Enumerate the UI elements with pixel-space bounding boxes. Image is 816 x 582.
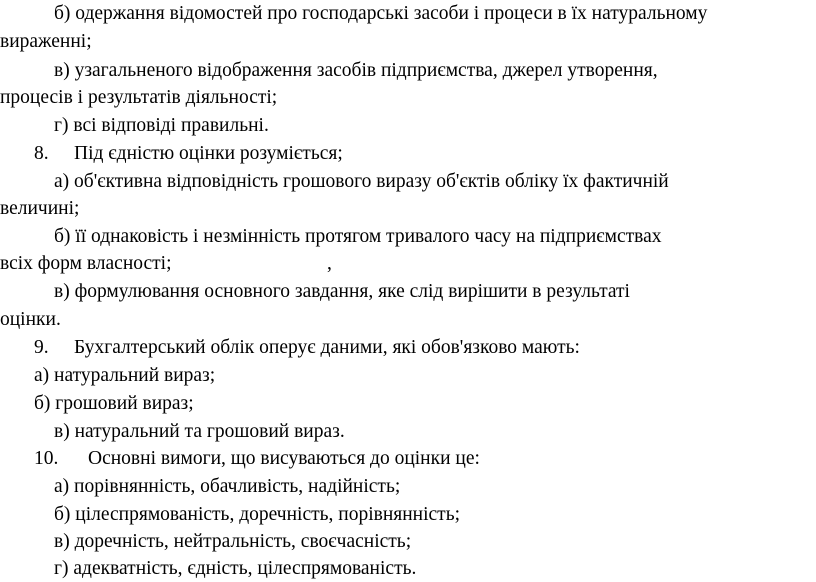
q8-answer-c-line-1: в) формулювання основного завдання, яке слід вирішити в результаті <box>54 281 630 302</box>
stray-comma: , <box>327 253 332 274</box>
question-10-text: Основні вимоги, що висуваються до оцінки це: <box>88 448 480 469</box>
answer-b-line-1: б) одержання відомостей про господарські засоби і процеси в їх натуральному <box>54 3 708 24</box>
answer-c-line-2: процесів і результатів діяльності; <box>0 87 278 108</box>
question-8-number: 8. <box>34 143 49 164</box>
q8-answer-b-line-1: б) її однаковість і незмінність протягом тривалого часу на підприємствах <box>54 226 662 247</box>
answer-c-line-1: в) узагальненого відображення засобів підприємства, джерел утворення, <box>54 60 658 81</box>
question-9-number: 9. <box>34 337 49 358</box>
question-9-text: Бухгалтерський облік оперує даними, які обов'язково мають: <box>74 337 580 358</box>
question-10-number: 10. <box>34 448 59 469</box>
q8-answer-a-line-2: величині; <box>0 198 80 219</box>
q8-answer-c-line-2: оцінки. <box>0 309 61 330</box>
q10-answer-b: б) цілеспрямованість, доречність, порівнянність; <box>54 504 461 525</box>
q9-answer-a: а) натуральний вираз; <box>34 365 216 386</box>
question-8-text: Під єдністю оцінки розуміється; <box>74 143 343 164</box>
q10-answer-c: в) доречність, нейтральність, своєчасність; <box>54 531 412 552</box>
q9-answer-b: б) грошовий вираз; <box>34 393 194 414</box>
q9-answer-c: в) натуральний та грошовий вираз. <box>54 421 345 442</box>
q8-answer-b-line-2: всіх форм власності; <box>0 253 172 274</box>
q8-answer-a-line-1: а) об'єктивна відповідність грошового виразу об'єктів обліку їх фактичній <box>54 171 669 192</box>
q10-answer-d: г) адекватність, єдність, цілеспрямованість. <box>54 558 417 579</box>
answer-d: г) всі відповіді правильні. <box>54 115 269 136</box>
answer-b-line-2: вираженні; <box>0 31 92 52</box>
q10-answer-a: а) порівнянність, обачливість, надійність; <box>54 476 401 497</box>
